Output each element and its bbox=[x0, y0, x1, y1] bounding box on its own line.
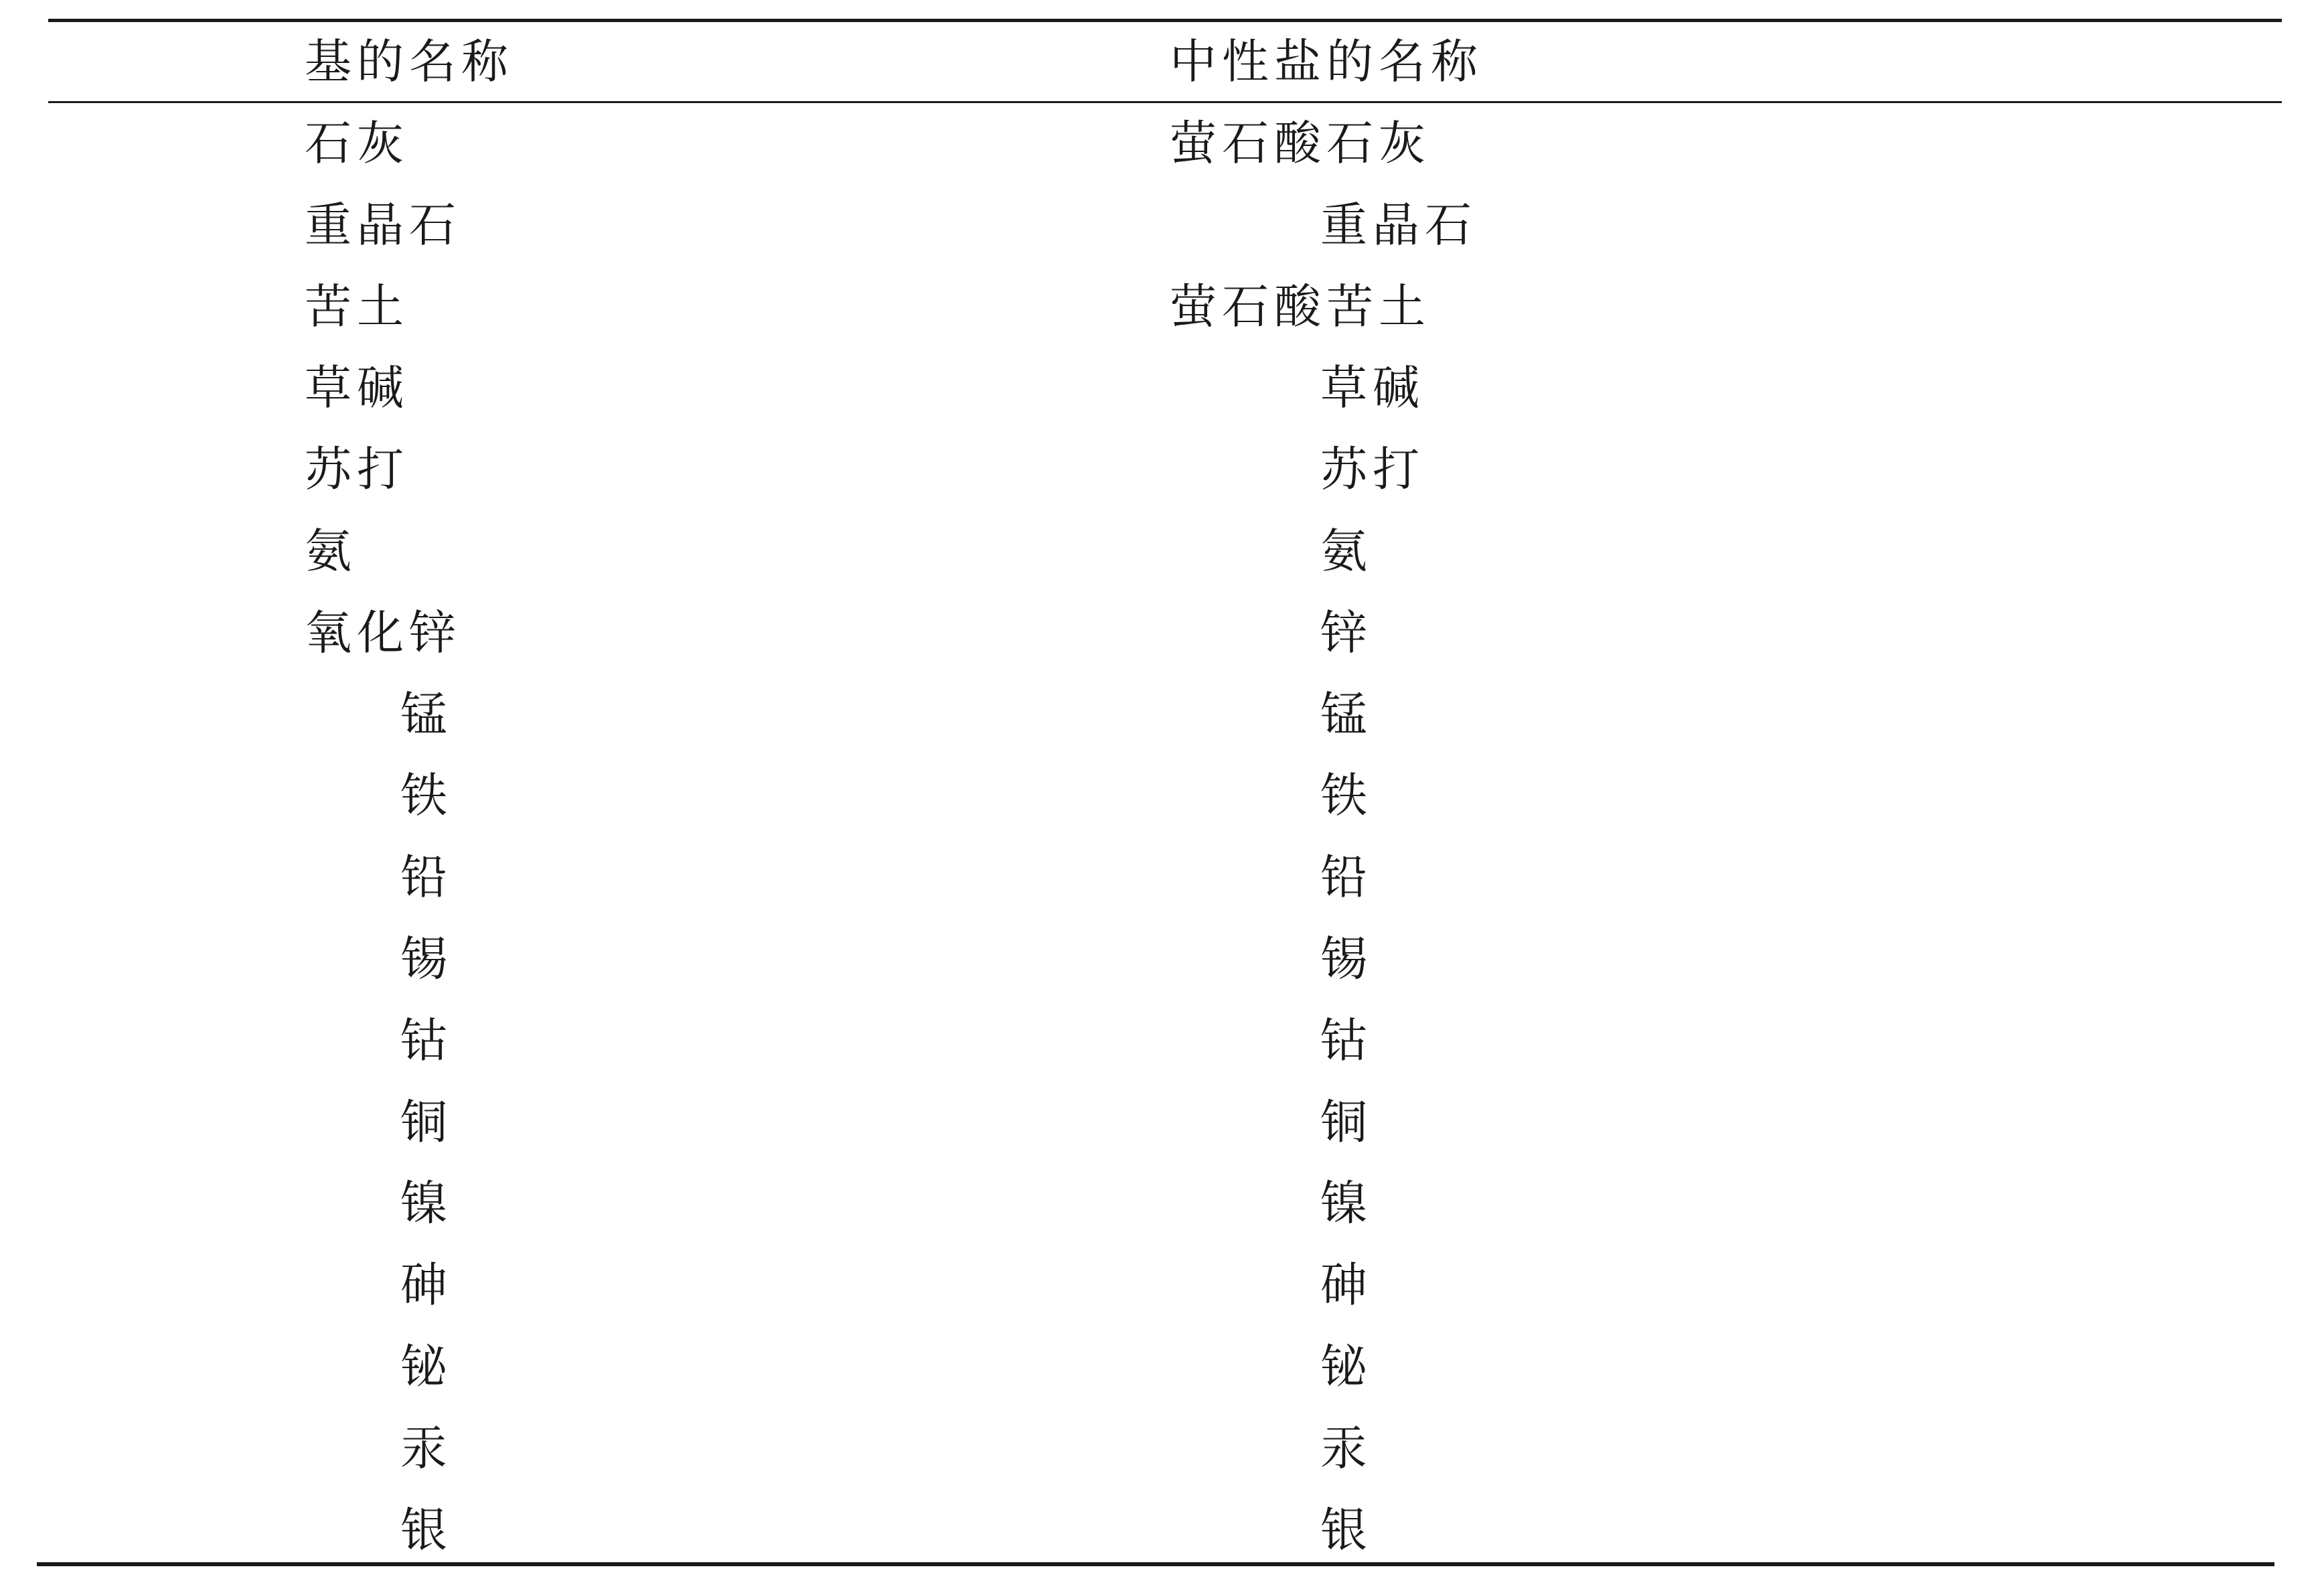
base-name-cell: 重晶石 bbox=[305, 198, 461, 252]
neutral-salt-name-cell: 铜 bbox=[1320, 1095, 1373, 1150]
neutral-salt-name-cell: 重晶石 bbox=[1320, 198, 1477, 252]
neutral-salt-name-cell: 镍 bbox=[1320, 1176, 1373, 1231]
table-bottom-rule bbox=[37, 1562, 2274, 1566]
base-name-cell: 石灰 bbox=[305, 116, 409, 171]
table-top-rule bbox=[48, 19, 2282, 22]
neutral-salt-name-cell: 铅 bbox=[1320, 850, 1373, 905]
base-name-cell: 苦土 bbox=[305, 279, 409, 334]
neutral-salt-name-cell: 银 bbox=[1320, 1503, 1373, 1558]
neutral-salt-name-cell: 钴 bbox=[1320, 1013, 1373, 1068]
neutral-salt-name-cell: 锡 bbox=[1320, 931, 1373, 986]
neutral-salt-name-cell: 铁 bbox=[1320, 768, 1373, 823]
neutral-salt-name-cell: 铋 bbox=[1320, 1339, 1373, 1394]
neutral-salt-name-cell: 砷 bbox=[1320, 1258, 1373, 1312]
base-name-cell: 铅 bbox=[400, 850, 453, 905]
header-base-name: 基的名称 bbox=[305, 34, 514, 89]
base-name-cell: 铜 bbox=[400, 1095, 453, 1150]
base-name-cell: 氨 bbox=[305, 524, 357, 579]
base-name-cell: 铁 bbox=[400, 768, 453, 823]
neutral-salt-name-cell: 萤石酸苦土 bbox=[1170, 279, 1431, 334]
neutral-salt-name-cell: 汞 bbox=[1320, 1421, 1373, 1476]
base-name-cell: 锰 bbox=[400, 687, 453, 742]
base-name-cell: 草碱 bbox=[305, 360, 409, 415]
base-name-cell: 银 bbox=[400, 1503, 453, 1558]
base-name-cell: 锡 bbox=[400, 931, 453, 986]
base-name-cell: 钴 bbox=[400, 1013, 453, 1068]
base-name-cell: 汞 bbox=[400, 1421, 453, 1476]
base-name-cell: 铋 bbox=[400, 1339, 453, 1394]
base-name-cell: 氧化锌 bbox=[305, 605, 461, 660]
neutral-salt-name-cell: 锰 bbox=[1320, 687, 1373, 742]
base-name-cell: 砷 bbox=[400, 1258, 453, 1312]
neutral-salt-name-cell: 锌 bbox=[1320, 605, 1373, 660]
base-name-cell: 苏打 bbox=[305, 442, 409, 497]
neutral-salt-name-cell: 萤石酸石灰 bbox=[1170, 116, 1431, 171]
table-header-rule bbox=[48, 101, 2282, 103]
neutral-salt-name-cell: 草碱 bbox=[1320, 360, 1425, 415]
base-name-cell: 镍 bbox=[400, 1176, 453, 1231]
header-neutral-salt-name: 中性盐的名称 bbox=[1170, 34, 1483, 89]
neutral-salt-name-cell: 氨 bbox=[1320, 524, 1373, 579]
neutral-salt-name-cell: 苏打 bbox=[1320, 442, 1425, 497]
